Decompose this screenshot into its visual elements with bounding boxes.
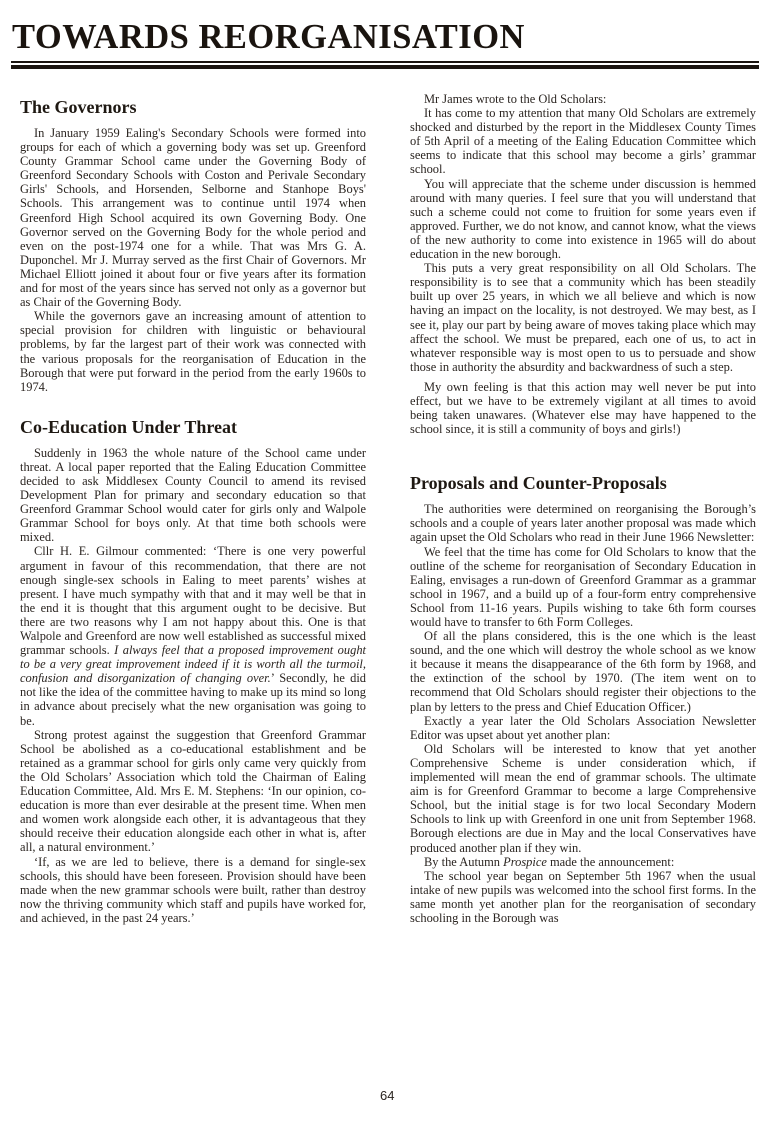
title-rule-thick: [11, 65, 759, 69]
paragraph: ‘If, as we are led to believe, there is a demand for single-sex schools, this should have been foreseen. Provision should have been made when the new grammar schools were built, rather than destroy now the thriving community which staff and pupils have worked for, and achieved, in the past 24 years.’: [20, 854, 366, 925]
right-column: [410, 92, 756, 925]
paragraph: You will appreciate that the scheme under discussion is hemmed around with many queries. I feel sure that you will understand that such a scheme could not come to fruition for some years even if approved. Further, we do not know, and cannot know, what the views of the new authority to come into existence in 1965 will do about education in the new borough.: [410, 176, 756, 262]
italic-quote: I always feel that a proposed improvement ought to be a very great improvement indeed if it is worth all the turmoil, confusion and disorganization of changing over.: [20, 643, 366, 686]
paragraph: Suddenly in 1963 the whole nature of the School came under threat. A local paper reported that the Ealing Education Committee decided to ask Middlesex County Council to amend its revised Development Plan for primary and secondary education so that Greenford Grammar School would cater for girls only and Walpole Grammar School for boys only. At that time both schools were mixed.: [20, 445, 366, 545]
text-span: By the Autumn: [424, 854, 504, 869]
paragraph: Old Scholars will be interested to know that yet another Comprehensive Scheme is under consideration which, if implemented will mean the end of grammar schools. The ultimate aim is for Greenford Grammar to become a large Comprehensive School, but the initial stage is for two local Secondary Modern Schools to link up with Greenford in one unit from September 1968. Borough elections are due in May and the local Conservatives have produced another plan if they win.: [410, 741, 756, 855]
page-title: TOWARDS REORGANISATION: [12, 18, 525, 56]
paragraph: Of all the plans considered, this is the one which is the least sound, and the one which will destroy the whole school as we know it because it means the disappearance of the 6th form by 1968, and the extinction of the school by 1970. (The item went on to recommend that Old Scholars should register their objections to the plan by letters to the press and Chief Education Officer.): [410, 629, 756, 714]
page-number: 64: [380, 1088, 395, 1103]
paragraph: Exactly a year later the Old Scholars Association Newsletter Editor was upset about yet another plan:: [410, 713, 756, 742]
italic-publication-name: Prospice: [503, 854, 547, 869]
paragraph: This puts a very great responsibility on all Old Scholars. The responsibility is to see that a community which has been steadily built up over 25 years, in which we all believe and which is now having an impact on the locality, is not destroyed. We may best, as I see it, play our part by being aware of moves taking place which may affect the school. We must be prepared, each one of us, to act in whatever responsible way is most open to us to persuade and show those in authority the absurdity and backwardness of such a step.: [410, 261, 756, 374]
paragraph-gilmour-quote: [20, 544, 366, 727]
paragraph: The school year began on September 5th 1967 when the usual intake of new pupils was welcomed into the school first forms. In the same month yet another plan for the reorganisation of secondary schooling in the Borough was: [410, 868, 756, 925]
paragraph: While the governors gave an increasing amount of attention to special provision for children with linguistic or behavioural problems, by far the largest part of their work was connected with the various proposals for the reorganisation of Education in the Borough that were put forward in the period from the early 1960s to 1974.: [20, 309, 366, 394]
section-heading-co-education: Co-Education Under Threat: [20, 416, 238, 437]
text-span: ’ Secondly, he did not like the idea of the committee having to make up its mind so long in advance about precisely what the new organisation was going to be.: [20, 671, 366, 728]
paragraph: Mr James wrote to the Old Scholars:: [424, 92, 607, 106]
section-heading-proposals: Proposals and Counter-Proposals: [410, 473, 667, 494]
paragraph: We feel that the time has come for Old Scholars to know that the outline of the scheme for reorganisation of Secondary Education in Ealing, envisages a run-down of Greenford Grammar as a grammar school in 1967, and a build up of a four-form entry comprehensive School from 11-16 years. Pupils wishing to take 6th form courses would have to transfer to 6th Form Colleges.: [410, 544, 756, 629]
text-span: Cllr H. E. Gilmour commented: ‘There is one very powerful argument in favour of this recommendation, that there are not enough single-sex schools in Ealing to meet parents’ wishes at present. I have much sympathy with that and it may well be that in the end it is thought that this argument ought to be decisive. But there are two reasons why I am not happy about this. One is that Walpole and Greenford are now well established as successful mixed grammar schools.: [20, 544, 366, 658]
paragraph: Strong protest against the suggestion that Greenford Grammar School be abolished as a co-educational establishment and be retained as a grammar school for girls only came very quickly from the Old Scholars’ Association which told the Chairman of Ealing Education Committee, Ald. Mrs E. M. Stephens: ‘In our opinion, co-education is more than ever desirable at the present time. When men and women work alongside each other, it is advantageous that they should receive their education alongside each other in what is, after all, a natural environment.’: [20, 727, 366, 855]
paragraph: My own feeling is that this action may well never be put into effect, but we have to be extremely vigilant at all times to avoid being taken unawares. (Whatever else may have happened to the school since, it is still a community of boys and girls!): [410, 379, 756, 437]
title-rule-thin: [11, 61, 759, 63]
paragraph-prospice: [410, 855, 756, 869]
paragraph: The authorities were determined on reorganising the Borough’s schools and a couple of years later another proposal was made which again upset the Old Scholars who read in their June 1966 Newsletter:: [410, 502, 756, 545]
paragraph: In January 1959 Ealing's Secondary Schools were formed into groups for each of which a governing body was set up. Greenford County Grammar School came under the Governing Body of Greenford Secondary Schools with Coston and Perivale Secondary Girls' Schools, and Horsenden, Selborne and Stanhope Boys' Schools. This arrangement was to continue until 1974 when Greenford High School acquired its own Governing Body. One Governor served on the Governing Body for the whole period and even on the post-1974 one for a while. That was Mrs G. A. Duponchel. Mr J. Murray served as the first Chair of Governors. Mr Michael Elliott joined it about four or five years after its formation and for most of the years since has served not only as a governor but as Chair of the Governing Body.: [20, 126, 366, 310]
section-heading-governors: The Governors: [20, 97, 137, 117]
text-span: made the announcement:: [546, 854, 675, 869]
left-column: [20, 92, 366, 925]
paragraph: It has come to my attention that many Old Scholars are extremely shocked and disturbed by the report in the Middlesex County Times of 5th April of a meeting of the Ealing Education Committee which seems to indicate that this school may become a girls’ grammar school.: [410, 106, 756, 177]
